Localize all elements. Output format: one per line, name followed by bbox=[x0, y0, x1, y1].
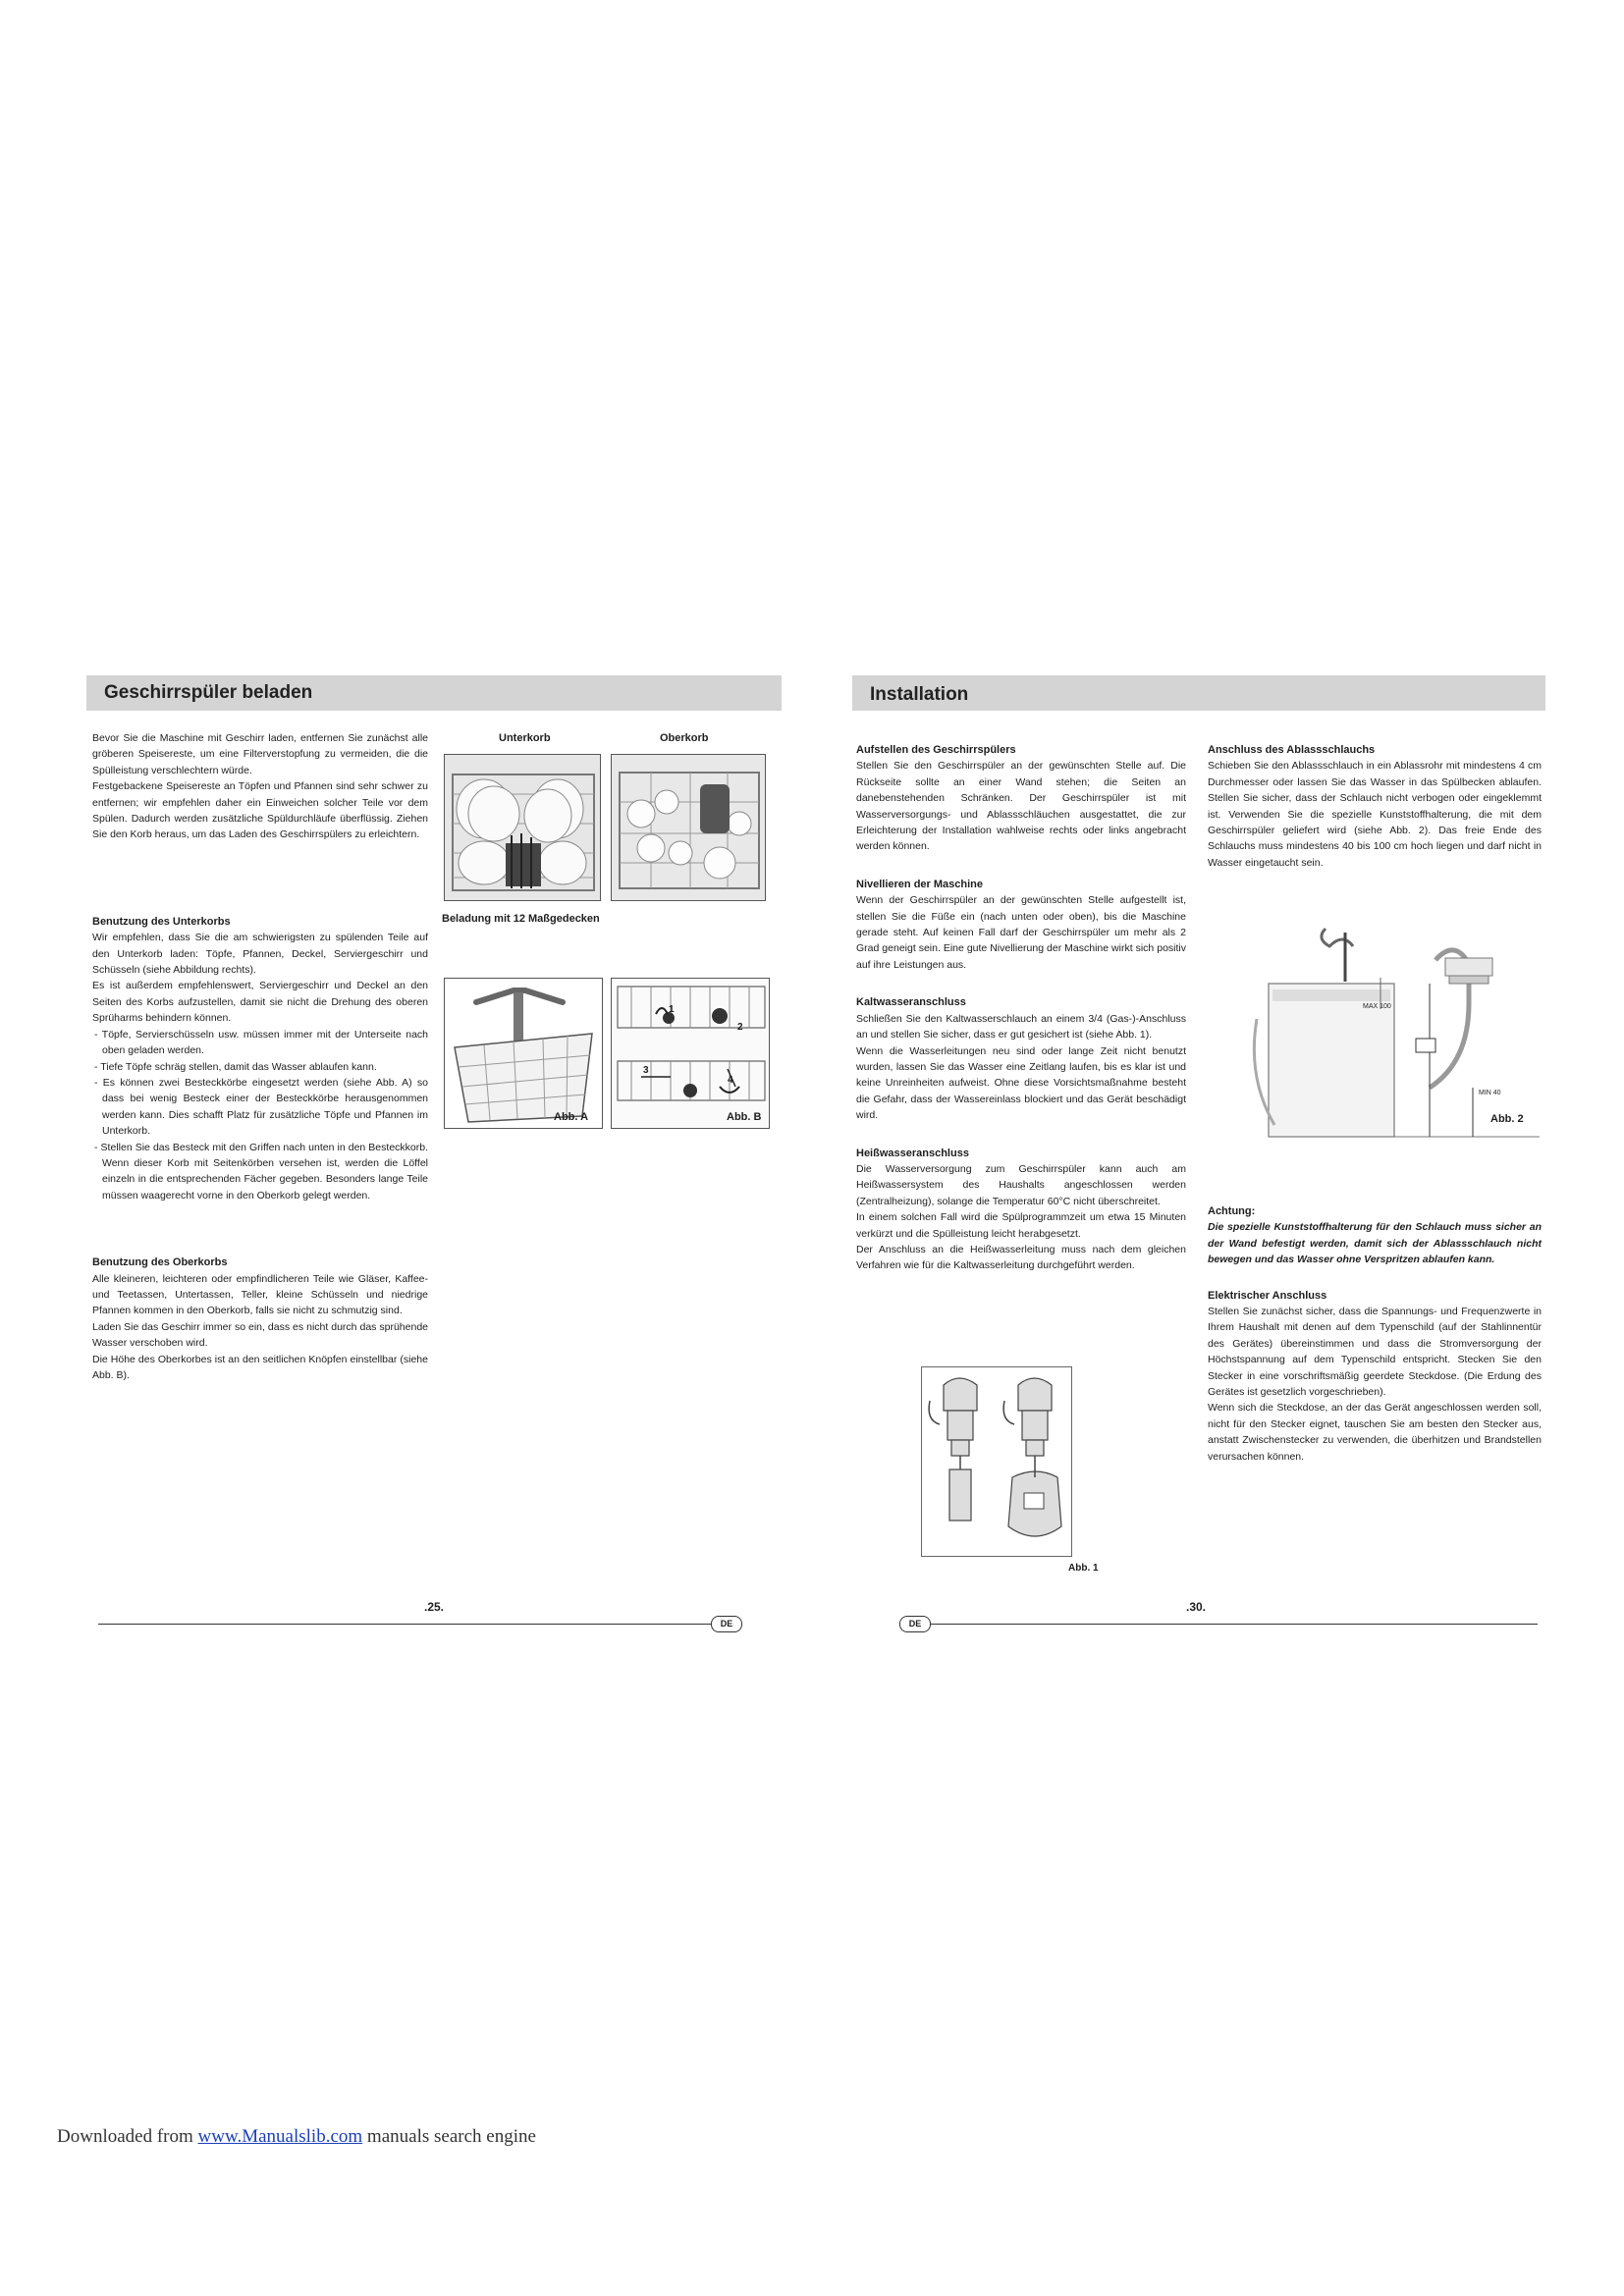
unterkorb-label: Unterkorb bbox=[499, 732, 551, 744]
footer-suffix: manuals search engine bbox=[362, 2126, 536, 2147]
intro-paragraph-1: Bevor Sie die Maschine mit Geschirr laden, entfernen Sie zunächst alle gröberen Speisereste, um eine Filterverstopfung zu vermeiden, die die Spülleistung verschlechtern würde. bbox=[92, 732, 428, 776]
abb-1-illustration bbox=[921, 1366, 1072, 1557]
download-footer bbox=[57, 2126, 536, 2148]
abb-b-illustration bbox=[611, 978, 770, 1129]
ablass-heading: Anschluss des Ablassschlauchs bbox=[1208, 744, 1376, 756]
oberkorb-label: Oberkorb bbox=[660, 732, 709, 744]
elektrisch-heading: Elektrischer Anschluss bbox=[1208, 1289, 1327, 1302]
left-footer-rule bbox=[98, 1624, 713, 1625]
right-text-column-1 bbox=[856, 742, 1186, 1274]
kaltwasser-section bbox=[856, 994, 1186, 1123]
elektrisch-text-2: Wenn sich die Steckdose, an der das Gerät angeschlossen werden soll, nicht für den Stecker eignet, tauschen Sie am besten den Stecker aus, anstatt Zwischenstecker zu verwenden, die überhitzen und Brandstellen verursachen können. bbox=[1208, 1402, 1542, 1463]
abb-a-label: Abb. A bbox=[554, 1111, 589, 1123]
oberkorb-paragraph-1: Alle kleineren, leichteren oder empfindlicheren Teile wie Gläser, Kaffee- und Teetassen, Untertassen, Teller, kleine Schüsseln und niedrige Pfannen kommen in den Oberkorb, falls sie nicht zu schmutzig sind. bbox=[92, 1272, 428, 1317]
abb-b-label: Abb. B bbox=[727, 1111, 762, 1123]
manualslib-link[interactable]: www.Manualslib.com bbox=[197, 2126, 363, 2147]
unterkorb-bullet-2: - Tiefe Töpfe schräg stellen, damit das Wasser ablaufen kann. bbox=[94, 1060, 377, 1073]
achtung-text: Die spezielle Kunststoffhalterung für den Schlauch muss sicher an der Wand befestigt werden, damit sich der Ablassschlauch nicht bewegen und das Wasser ohne Verspritzen ablaufen kann. bbox=[1208, 1221, 1542, 1266]
footer-prefix: Downloaded from bbox=[57, 2126, 198, 2147]
right-page-number: .30. bbox=[1186, 1600, 1207, 1614]
oberkorb-paragraph-3: Die Höhe des Oberkorbes ist an den seitlichen Knöpfen einstellbar (siehe Abb. B). bbox=[92, 1353, 428, 1381]
abb-b-number-2: 2 bbox=[737, 1022, 743, 1033]
abb-b-number-1: 1 bbox=[669, 1004, 675, 1015]
unterkorb-heading: Benutzung des Unterkorbs bbox=[92, 915, 231, 928]
left-page-number: .25. bbox=[424, 1600, 445, 1614]
right-text-column-2 bbox=[1208, 742, 1542, 871]
right-page-title: Installation bbox=[852, 675, 1545, 711]
unterkorb-bullet-1: - Töpfe, Servierschüsseln usw. müssen immer mit der Unterseite nach oben geladen werden. bbox=[94, 1028, 428, 1057]
nivellieren-text: Wenn der Geschirrspüler an der gewünschten Stelle aufgestellt ist, stellen Sie die Füße ein (nach unten oder oben), bis die Maschine gerade steht. Auf keinen Fall darf der Geschirrspüler um mehr als 2 Grad geneigt sein. Eine gute Nivellierung der Maschine wirkt sich positiv auf ihre Leistungen aus. bbox=[856, 894, 1186, 971]
unterkorb-bullet-4: - Stellen Sie das Besteck mit den Griffen nach unten in den Besteckkorb. Wenn dieser Korb mit Seitenkörben versehen ist, werden die Löffel einzeln in die entsprechenden Fächer gegeben. Besonders lange Teile müssen waagerecht vorne in den Oberkorb gelegt werden. bbox=[94, 1141, 428, 1201]
aufstellen-heading: Aufstellen des Geschirrspülers bbox=[856, 744, 1016, 756]
left-page-title: Geschirrspüler beladen bbox=[86, 675, 782, 711]
right-footer-rule bbox=[931, 1624, 1538, 1625]
heisswasser-text-3: Der Anschluss an die Heißwasserleitung muss nach dem gleichen Verfahren wie für die Kaltwasserleitung durchgeführt werden. bbox=[856, 1243, 1186, 1272]
abb-b-number-4: 4 bbox=[728, 1075, 733, 1086]
right-de-badge: DE bbox=[899, 1616, 931, 1632]
kaltwasser-heading: Kaltwasseranschluss bbox=[856, 996, 966, 1009]
loading-caption: Beladung mit 12 Maßgedecken bbox=[442, 913, 600, 925]
lower-basket-drawing bbox=[445, 755, 601, 901]
left-de-badge: DE bbox=[711, 1616, 742, 1632]
achtung-heading: Achtung: bbox=[1208, 1205, 1256, 1217]
heisswasser-text-2: In einem solchen Fall wird die Spülprogrammzeit um etwa 15 Minuten verkürzt und die Spülleistung leicht herabgesetzt. bbox=[856, 1211, 1186, 1240]
heisswasser-section bbox=[856, 1146, 1186, 1274]
kaltwasser-text-1: Schließen Sie den Kaltwasserschlauch an einem 3/4 (Gas-)-Anschluss an und stellen Sie sicher, dass er gut gesichert ist (siehe Abb. 1). bbox=[856, 1012, 1186, 1041]
aufstellen-text: Stellen Sie den Geschirrspüler an der gewünschten Stelle auf. Die Rückseite sollte an einer Wand stehen; die Seiten an danebenstehenden Schränken. Der Geschirrspüler ist mit Wasserversorgungs- und Ablassschläuchen ausgestattet, die zur Erleichterung der Installation wahlweise rechts oder links angebracht werden können. bbox=[856, 760, 1186, 853]
basket-height-drawing bbox=[612, 979, 770, 1129]
abb-2-label: Abb. 2 bbox=[1490, 1113, 1524, 1125]
ablass-text: Schieben Sie den Ablassschlauch in ein Ablassrohr mit mindestens 4 cm Durchmesser oder lassen Sie das Wasser in das Spülbecken ablaufen. Stellen Sie sicher, dass der Schlauch nicht verbogen oder eingeklemmt ist. Verwenden Sie die spezielle Kunststoffhalterung, die mit dem Geschirrspüler geliefert wird (siehe Abb. 2). Das freie Ende des Schlauchs muss mindestens 40 bis 100 cm hoch liegen und darf nicht in Wasser eingetaucht sein. bbox=[1208, 760, 1542, 869]
water-tap-drawing bbox=[922, 1367, 1072, 1557]
abb-1-label: Abb. 1 bbox=[1068, 1563, 1099, 1574]
unterkorb-paragraph-1: Wir empfehlen, dass Sie die am schwierigsten zu spülenden Teile auf den Unterkorb laden: Töpfe, Pfannen, Deckel, Serviergeschirr und Schüsseln (siehe Abbildung rechts). bbox=[92, 932, 428, 977]
abb-b-number-3: 3 bbox=[643, 1065, 649, 1076]
unterkorb-paragraph-2: Es ist außerdem empfehlenswert, Serviergeschirr und Deckel an den Seiten des Korbs aufzustellen, damit sie nicht die Drehung des oberen Sprüharms behindern können. bbox=[92, 980, 428, 1025]
upper-basket-drawing bbox=[612, 755, 766, 901]
heisswasser-heading: Heißwasseranschluss bbox=[856, 1147, 969, 1159]
oberkorb-paragraph-2: Laden Sie das Geschirr immer so ein, dass es nicht durch das sprühende Wasser verschoben wird. bbox=[92, 1320, 428, 1350]
achtung-section bbox=[1208, 1203, 1542, 1268]
nivellieren-heading: Nivellieren der Maschine bbox=[856, 878, 983, 890]
abb-2-illustration bbox=[1229, 921, 1540, 1139]
intro-paragraph-2: Festgebackene Speisereste an Töpfen und Pfannen sind sehr schwer zu entfernen; wir empfehlen daher ein Einweichen solcher Teile vor dem Spülen. Dadurch werden zusätzliche Spüldurchläufe überflüssig. Ziehen Sie den Korb heraus, um das Laden des Geschirrspülers zu erleichtern. bbox=[92, 780, 428, 841]
unterkorb-bullet-3: - Es können zwei Besteckkörbe eingesetzt werden (siehe Abb. A) so dass bei wenig Besteck einer der Besteckkörbe herausgenommen werden kann. Dies schafft Platz für zusätzliche Töpfe und Pfannen im Unterkorb. bbox=[94, 1076, 428, 1138]
heisswasser-text-1: Die Wasserversorgung zum Geschirrspüler kann auch am Heißwassersystem des Haushalts angeschlossen werden (Zentralheizung), solange die Temperatur 60°C nicht überschreitet. bbox=[856, 1162, 1186, 1207]
aufstellen-section bbox=[856, 742, 1186, 855]
elektrisch-text-1: Stellen Sie zunächst sicher, dass die Spannungs- und Frequenzwerte in Ihrem Haushalt mit denen auf dem Typenschild (auf der Stahlinnentür des Gerätes) übereinstimmen und dass die Stromversorgung der Höchstspannung auf dem Typenschild entspricht. Stecken Sie den Stecker in eine vorschriftsmäßig geerdete Steckdose. (Die Erdung des Gerätes ist gesetzlich vorgeschrieben). bbox=[1208, 1306, 1542, 1399]
max-height-label: MAX 100 bbox=[1363, 1003, 1391, 1010]
left-text-column bbox=[92, 730, 428, 1383]
upper-basket-illustration bbox=[611, 754, 766, 901]
right-text-column-2-lower bbox=[1208, 1203, 1542, 1465]
abb-a-illustration bbox=[444, 978, 603, 1129]
nivellieren-section bbox=[856, 877, 1186, 973]
oberkorb-heading: Benutzung des Oberkorbs bbox=[92, 1256, 228, 1269]
cutlery-basket-drawing bbox=[445, 979, 603, 1129]
kaltwasser-text-2: Wenn die Wasserleitungen neu sind oder lange Zeit nicht benutzt wurden, lassen Sie das Wasser eine Zeitlang laufen, bis es klar ist und keine Unreinheiten aufweist. Ohne diese Vorsichtsmaßnahme besteht die Gefahr, dass der Wassereinlass blockiert und das Gerät beschädigt wird. bbox=[856, 1044, 1186, 1122]
lower-basket-illustration bbox=[444, 754, 601, 901]
elektrisch-section bbox=[1208, 1288, 1542, 1465]
min-height-label: MIN 40 bbox=[1479, 1090, 1501, 1096]
drain-hose-drawing bbox=[1229, 921, 1540, 1139]
